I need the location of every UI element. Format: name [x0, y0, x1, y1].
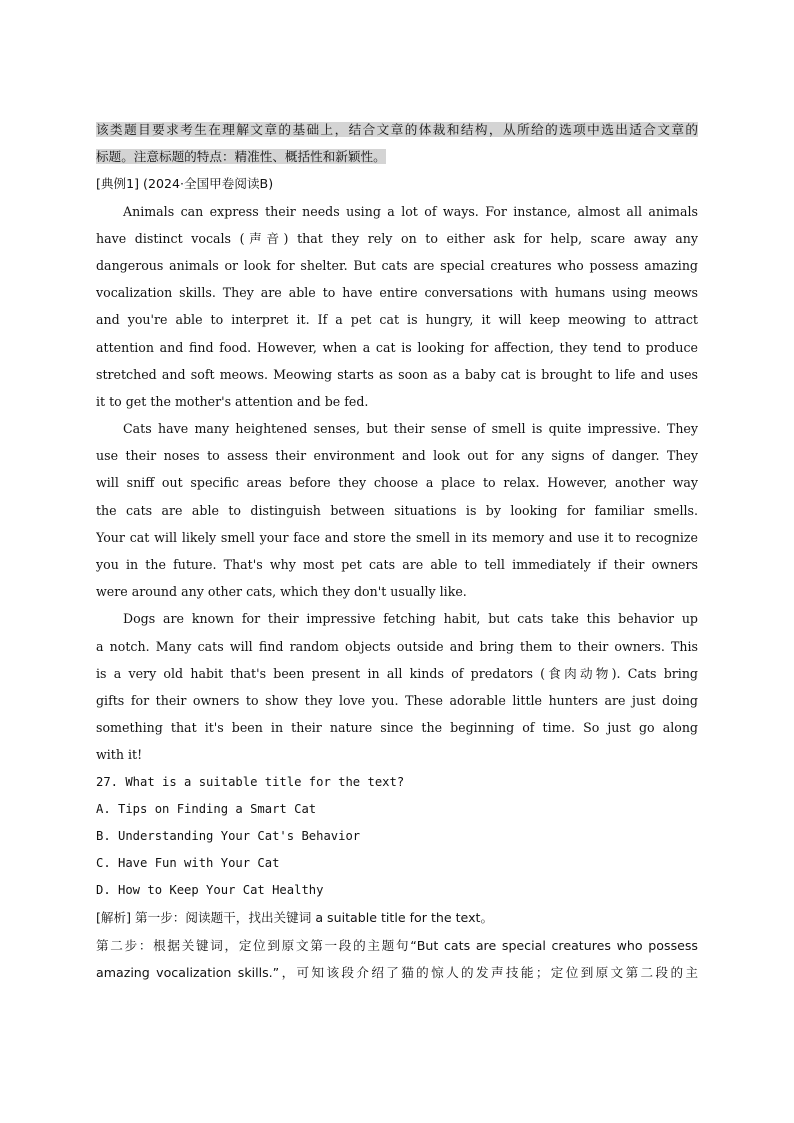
question-stem: 27. What is a suitable title for the text? — [96, 774, 405, 789]
option-c: C. Have Fun with Your Cat — [96, 856, 280, 871]
passage-line: is a very old habit that's been present in all kinds of predators (食肉动物). Cats bring — [96, 665, 698, 681]
passage-line: you in the future. That's why most pet cats are able to tell immediately if their owners — [96, 557, 698, 572]
intro-line-1 — [96, 116, 698, 143]
passage-line: vocalization skills. They are able to have entire conversations with humans using meows — [96, 285, 698, 301]
analysis-step-1: [解析] 第一步：阅读题干，找出关键词 a suitable title for the text。 — [96, 910, 494, 926]
passage-line: use their noses to assess their environment and look out for any signs of danger. They — [96, 448, 698, 464]
example-header: [典例1] (2024·全国甲卷阅读B) — [96, 176, 274, 192]
passage-line: gifts for their owners to show they love you. These adorable little hunters are just doing — [96, 692, 698, 708]
option-b: B. Understanding Your Cat's Behavior — [96, 828, 361, 843]
passage-line: Your cat will likely smell your face and store the smell in its memory and use it to recognize — [96, 529, 698, 545]
document-page — [96, 116, 698, 986]
passage-line: attention and find food. However, when a cat is looking for affection, they tend to produce — [96, 339, 698, 355]
passage-line: stretched and soft meows. Meowing starts as soon as a baby cat is brought to life and uses — [96, 366, 698, 382]
passage-line: Animals can express their needs using a lot of ways. For instance, almost all animals — [123, 203, 698, 219]
passage-line: the cats are able to distinguish between situations is by looking for familiar smells. — [96, 502, 698, 518]
passage-line: a notch. Many cats will find random objects outside and bring them to their owners. This — [96, 638, 698, 654]
passage-line: have distinct vocals (声音) that they rely on to either ask for help, scare away any — [96, 230, 698, 246]
passage-line: were around any other cats, which they don't usually like. — [96, 584, 467, 600]
passage-line: Cats have many heightened senses, but their sense of smell is quite impressive. They — [123, 421, 698, 437]
passage-line: it to get the mother's attention and be fed. — [96, 393, 369, 409]
analysis-step-2-line-1: 第二步：根据关键词，定位到原文第一段的主题句“But cats are special creatures who possess — [96, 937, 698, 953]
analysis-step-2-line-2: amazing vocalization skills.”，可知该段介绍了猫的惊人的发声技能；定位到原文第二段的主 — [96, 964, 698, 980]
intro-highlight-2: 标题。注意标题的特点：精准性、概括性和新颖性。 — [96, 149, 386, 165]
passage-line: will sniff out specific areas before they choose a place to relax. However, another way — [96, 475, 698, 491]
intro-line-2 — [96, 143, 698, 170]
option-d: D. How to Keep Your Cat Healthy — [96, 883, 324, 898]
intro-highlight-1: 该类题目要求考生在理解文章的基础上，结合文章的体裁和结构，从所给的选项中选出适合文章的 — [96, 122, 698, 137]
paragraph-1 — [96, 198, 698, 416]
passage-line: Dogs are known for their impressive fetching habit, but cats take this behavior up — [123, 611, 698, 627]
paragraph-2 — [96, 415, 698, 605]
passage-line: and you're able to interpret it. If a pet cat is hungry, it will keep meowing to attract — [96, 312, 698, 328]
passage-line: dangerous animals or look for shelter. But cats are special creatures who possess amazing — [96, 257, 698, 273]
passage-line: with it! — [96, 747, 143, 763]
paragraph-3 — [96, 605, 698, 768]
option-a: A. Tips on Finding a Smart Cat — [96, 801, 317, 816]
passage-line: something that it's been in their nature since the beginning of time. So just go along — [96, 720, 698, 736]
